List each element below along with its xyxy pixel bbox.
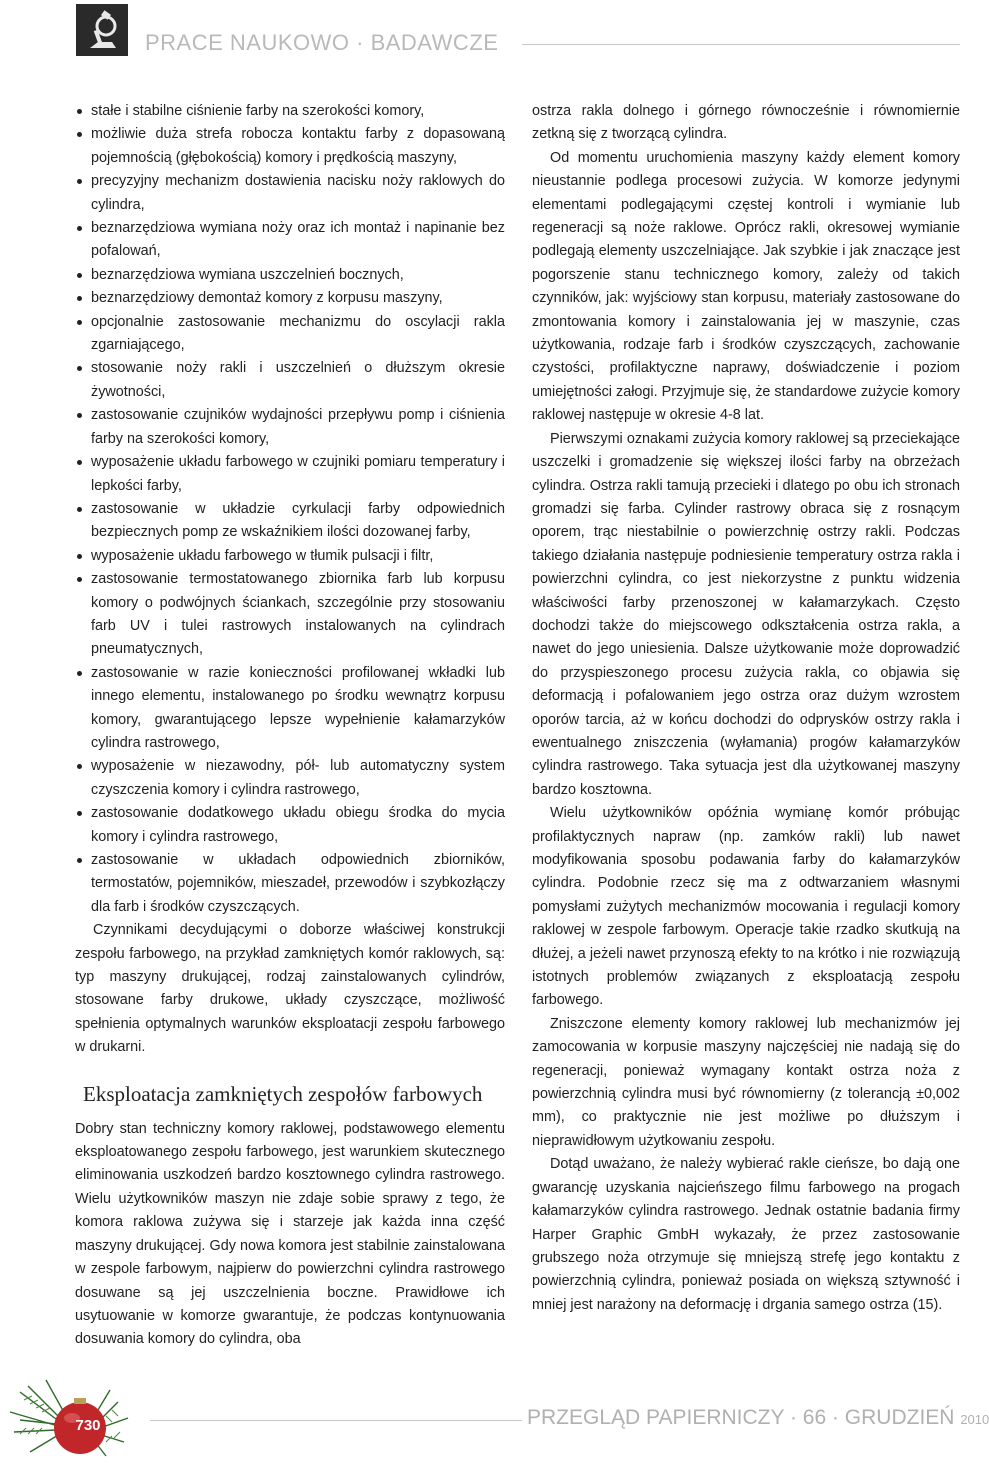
paragraph-damaged: Zniszczone elementy komory raklowej lub mechanizmów jej zamocowania w korpusie maszyny najczęściej nie nadają się do regeneracji, ponieważ wymagany kontakt ostrza noża z powierzchnią cylindra musi być równomierny (z tolerancją ±0,002 mm), co praktycznie nie jest możliwe po dłuższym i nieprawidłowym użytkowaniu zespołu. <box>532 1015 960 1149</box>
paragraph-condition: Dobry stan techniczny komory raklowej, podstawowego elementu eksploatowanego zespołu farbowego, jest warunkiem skutecznego eliminowania uszkodzeń bardzo kosztownego cylindra rastrowego. Wielu użytkowników maszyn nie zdaje sobie sprawy z tego, że komora raklowa zużywa się i starzeje jak każda inna część maszyny drukującej. Gdy nowa komora jest stabilnie zainstalowana w zespole farbowym, najpierw do powierzchni cylindra rastrowego dosuwane są jej uszczelnienia boczne. Prawidłowe ich usytuowanie w komorze gwarantuje, że podczas kontynuowania dosuwania komory do cylindra, oba <box>75 1120 505 1348</box>
list-item: zastosowanie w razie konieczności profilowanej wkładki lub innego elementu, instalowanego po środku wewnątrz korpusu komory, gwarantującego lepsze wypełnienie kałamarzyków cylindra rastrowego, <box>75 662 505 756</box>
list-item: wyposażenie układu farbowego w tłumik pulsacji i filtr, <box>75 545 505 568</box>
journal-title: PRZEGLĄD PAPIERNICZY · 66 · GRUDZIEŃ <box>527 1406 955 1429</box>
paragraph-factors: Czynnikami decydującymi o doborze właściwej konstrukcji zespołu farbowego, na przykład zamkniętych komór raklowych, są: typ maszyny drukującej, rodzaj zainstalowanych cylindrów, stosowane farby drukowe, układy czyszczące, możliwość spełnienia optymalnych warunków eksploatacji zespołu farbowego w drukarni. <box>75 922 505 1056</box>
list-item: zastosowanie czujników wydajności przepływu pomp i ciśnienia farby na szerokości komory, <box>75 404 505 451</box>
page-number: 730 <box>75 1417 101 1434</box>
paragraph-wear: Od momentu uruchomienia maszyny każdy element komory nieustannie podlega procesowi zużycia. W komorze jedynymi elementami podlegającymi częstej kontroli i wymianie lub regeneracji są noże raklowe. Oprócz rakli, okresowej wymianie podlegają elementy uszczelniające. Jak szybkie i jak znaczące jest pogorszenie stanu technicznego komory, zależy od takich czynników, jak: wyjściowy stan korpusu, materiały zastosowane do zmontowania komory i zainstalowania jej w maszynie, czas użytkowania, rodzaje farb i środków czyszczących, zachowanie czystości, profilaktyczne naprawy, doświadczenie i poziom umiejętności załogi. Przyjmuje się, że standardowe zużycie komory raklowej następuje w okresie 4-8 lat. <box>532 149 960 424</box>
paragraph-users: Wielu użytkowników opóźnia wymianę komór próbując profilaktycznych napraw (np. zamków rakli) lub nawet modyfikowania sposobu podawania farby do kałamarzyków cylindra. Podobnie rzecz się ma z odtwarzaniem własnymi pomysłami zużytych mechanizmów mocowania i regulacji komory raklowej w zespole farbowym. Operacje takie rzadko skutkują na dłużej, a jeżeli nawet przynoszą efekty to na krótko i nie rozwiązują istotnych problemów związanych z eksploatacją zespołu farbowego. <box>532 805 960 1009</box>
journal-footer <box>527 1406 989 1430</box>
list-item: beznarzędziowy demontaż komory z korpusu maszyny, <box>75 287 505 310</box>
journal-year: 2010 <box>960 1412 989 1427</box>
list-item: zastosowanie dodatkowego układu obiegu środka do mycia komory i cylindra rastrowego, <box>75 802 505 849</box>
list-item: stałe i stabilne ciśnienie farby na szerokości komory, <box>75 100 505 123</box>
microscope-icon <box>76 4 128 56</box>
left-column <box>75 100 505 1352</box>
list-item: wyposażenie w niezawodny, pół- lub automatyczny system czyszczenia komory i cylindra rastrowego, <box>75 755 505 802</box>
list-item: możliwie duża strefa robocza kontaktu farby z dopasowaną pojemnością (głębokością) komory i prędkością maszyny, <box>75 123 505 170</box>
list-item: beznarzędziowa wymiana uszczelnień bocznych, <box>75 264 505 287</box>
list-item: zastosowanie w układach odpowiednich zbiorników, termostatów, pojemników, mieszadeł, przewodów i szybkozłączy dla farb i środków czyszczących. <box>75 849 505 919</box>
list-item: stosowanie noży rakli i uszczelnień o dłuższym okresie żywotności, <box>75 357 505 404</box>
right-column <box>532 100 960 1317</box>
list-item: beznarzędziowa wymiana noży oraz ich montaż i napinanie bez pofalowań, <box>75 217 505 264</box>
paragraph-research: Dotąd uważano, że należy wybierać rakle cieńsze, bo dają one gwarancję uzyskania najcieńszego filmu farbowego na progach kałamarzyków cylindra rastrowego. Jednak ostatnie badania firmy Harper Graphic GmbH wykazały, że przez zastosowanie grubszego noża otrzymuje się mniejszą strefę jego kontaktu z powierzchnią cylindra, ponieważ posiada on większą sztywność i mniej jest narażony na deformację i drgania samego ostrza (15). <box>532 1156 960 1313</box>
section-heading: Eksploatacja zamkniętych zespołów farbowych <box>83 1081 483 1106</box>
list-item: zastosowanie w układzie cyrkulacji farby odpowiednich bezpiecznych pomp ze wskaźnikiem ilości dozowanej farby, <box>75 498 505 545</box>
header-divider <box>522 44 960 45</box>
section-header: PRACE NAUKOWO · BADAWCZE <box>145 30 499 55</box>
list-item: zastosowanie termostatowanego zbiornika farb lub korpusu komory o podwójnych ściankach, szczególnie przy stosowaniu farb UV i tulei rastrowych instalowanych na cylindrach pneumatycznych, <box>75 568 505 662</box>
list-item: wyposażenie układu farbowego w czujniki pomiaru temperatury i lepkości farby, <box>75 451 505 498</box>
footer-divider <box>150 1420 522 1421</box>
list-item: precyzyjny mechanizm dostawienia nacisku noży raklowych do cylindra, <box>75 170 505 217</box>
paragraph-first-signs: Pierwszymi oznakami zużycia komory raklowej są przeciekające uszczelki i gromadzenie się większej ilości farby na obrzeżach cylindra. Ostrza rakli tamują przecieki i dlatego po obu ich stronach gromadzi się farba. Cylinder rastrowy obraca się z rosnącym oporem, trąc niestabilnie o powierzchnię ostrzy rakli. Podczas takiego działania następuje podniesienie temperatury ostrza rakla i powierzchni cylindra, co jest niekorzystne z punktu widzenia właściwości farby przenoszonej w kałamarzykach. Często dochodzi także do miejscowego odkształcenia ostrza rakla, a nawet do jego uniesienia. Dalsze użytkowanie może doprowadzić do przyspieszonego procesu zużycia rakla, co objawia się deformacją i pofalowaniem jego ostrza oraz dużym wzrostem oporów tarcia, aż w końcu dochodzi do odprysków ostrzy rakla i ewentualnego zniszczenia (wyłamania) progów kałamarzyków cylindra rastrowego. Taka sytuacja jest dla użytkowanej maszyny bardzo kosztowna. <box>532 430 960 798</box>
requirements-list <box>75 100 505 919</box>
list-item: opcjonalnie zastosowanie mechanizmu do oscylacji rakla zgarniającego, <box>75 311 505 358</box>
paragraph-continued: ostrza rakla dolnego i górnego równocześnie i równomiernie zetkną się z tworzącą cylindra. <box>532 103 960 143</box>
